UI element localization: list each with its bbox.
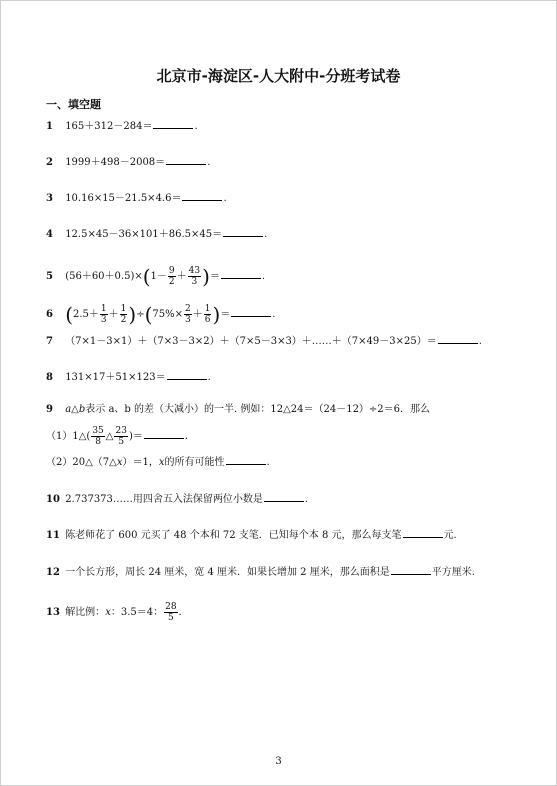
- question-end: .: [478, 336, 482, 347]
- question-9: [46, 403, 430, 417]
- question-11: [46, 527, 457, 543]
- expression-part: ：3.5＝4：: [110, 607, 164, 618]
- operator: ＋: [108, 309, 119, 320]
- question-end: .: [194, 121, 198, 132]
- answer-blank[interactable]: [182, 190, 222, 201]
- question-end: .: [304, 494, 309, 505]
- question-end: .: [266, 457, 270, 468]
- answer-blank[interactable]: [226, 454, 266, 465]
- question-number: 1: [46, 121, 53, 132]
- question-end: .: [207, 157, 211, 168]
- numerator: 2: [185, 304, 191, 314]
- answer-blank[interactable]: [403, 527, 443, 538]
- part-label: （2）20△（7△: [46, 457, 117, 468]
- variable-x: x: [105, 607, 111, 618]
- question-text: 2.737373……用四舍五入法保留两位小数是: [65, 494, 263, 505]
- variable-x: x: [116, 457, 123, 468]
- denominator: 2: [120, 315, 127, 325]
- expression-part: ）＝1，: [122, 457, 159, 468]
- answer-blank[interactable]: [223, 226, 263, 237]
- question-end: .: [264, 229, 268, 240]
- question-end: .: [272, 309, 276, 320]
- denominator: 5: [167, 613, 174, 623]
- question-number: 12: [46, 567, 60, 578]
- question-number: 10: [46, 494, 60, 505]
- denominator: 6: [204, 315, 211, 325]
- question-number: 3: [46, 193, 53, 204]
- denominator: 5: [118, 437, 125, 447]
- denominator: 8: [95, 437, 101, 447]
- question-12: [46, 564, 475, 580]
- denominator: 3: [100, 315, 107, 325]
- page-number: 3: [275, 756, 282, 767]
- expression-part: (56＋60＋0.5)×: [65, 271, 143, 282]
- answer-blank[interactable]: [166, 154, 206, 165]
- question-number: 5: [46, 271, 53, 282]
- question-number: 6: [46, 309, 53, 320]
- question-text: 1999＋498－2008＝: [65, 157, 166, 168]
- denominator: 3: [185, 315, 191, 325]
- answer-blank[interactable]: [153, 118, 193, 129]
- expression-part: 1－: [150, 271, 167, 282]
- operator: △: [105, 431, 114, 442]
- question-text: 陈老师花了 600 元买了 48 个本和 72 支笔．已知每个本 8 元，那么每支笔: [65, 530, 402, 541]
- question-7: [46, 333, 482, 349]
- operator: ＋: [176, 271, 187, 282]
- numerator: 1: [204, 304, 211, 314]
- operator: △: [71, 404, 79, 415]
- question-text: 解比例：: [65, 607, 106, 618]
- question-text: 一个长方形，周长 24 厘米，宽 4 厘米．如果长增加 2 厘米，那么面积是: [65, 567, 390, 578]
- question-text: 表示 a、b 的差（大减小）的一半. 例如：12△24＝（24－12）÷2＝6．那么: [85, 404, 431, 415]
- numerator: 9: [168, 266, 175, 276]
- answer-blank[interactable]: [144, 428, 184, 439]
- answer-blank[interactable]: [438, 333, 478, 344]
- question-end: 元.: [443, 530, 457, 541]
- fraction: [168, 266, 176, 287]
- question-end: .: [223, 193, 227, 204]
- numerator: 43: [188, 266, 201, 276]
- question-end: .: [184, 431, 189, 442]
- denominator: 2: [168, 277, 175, 287]
- numerator: 28: [165, 602, 177, 612]
- equals: ＝: [209, 271, 220, 282]
- question-4: [46, 226, 267, 242]
- question-13: [46, 602, 182, 623]
- answer-blank[interactable]: [264, 491, 304, 502]
- paren-close: ): [128, 302, 137, 327]
- numerator: 1: [100, 304, 107, 314]
- fraction: [100, 304, 108, 325]
- fraction: [114, 426, 127, 447]
- question-number: 13: [46, 607, 60, 618]
- paren-open: (: [65, 302, 73, 327]
- fraction: [204, 304, 212, 325]
- question-10: [46, 491, 308, 507]
- question-6: [46, 304, 275, 325]
- question-5: [46, 266, 265, 287]
- fraction: [91, 426, 104, 447]
- variable-x: x: [158, 457, 165, 468]
- expression-part: )＝: [128, 431, 143, 442]
- fraction: [120, 304, 128, 325]
- question-number: 4: [46, 229, 53, 240]
- paren-open: (: [144, 302, 153, 327]
- question-number: 2: [46, 157, 53, 168]
- paren-close: ): [212, 302, 221, 327]
- question-text: 131×17＋51×123＝: [65, 372, 166, 383]
- question-end: .: [178, 607, 182, 618]
- question-text: 165＋312－284＝: [65, 121, 153, 132]
- question-end: .: [261, 271, 266, 282]
- question-text: （7×1－3×1）＋（7×3－3×2）＋（7×5－3×3）＋……＋（7×49－3×25）＝: [65, 336, 437, 347]
- variable-b: b: [78, 404, 86, 415]
- question-8: [46, 369, 211, 385]
- expression-part: 75%×: [152, 309, 183, 320]
- question-2: [46, 154, 210, 170]
- question-text: 10.16×15－21.5×4.6＝: [65, 193, 182, 204]
- question-text: 12.5×45－36×101＋86.5×45＝: [65, 229, 223, 240]
- denominator: 3: [191, 277, 198, 287]
- equals: ＝: [220, 309, 231, 320]
- question-1: [46, 118, 198, 134]
- operator: ÷: [136, 309, 145, 320]
- paren-close: ): [202, 264, 210, 289]
- question-number: 8: [46, 372, 53, 383]
- question-text: 的所有可能性: [164, 457, 225, 468]
- expression-part: 2.5＋: [73, 309, 99, 320]
- fraction: [164, 602, 177, 623]
- question-number: 7: [46, 336, 53, 347]
- question-end: 平方厘米.: [431, 567, 475, 578]
- question-end: .: [207, 372, 211, 383]
- fraction: [184, 304, 192, 325]
- question-number: 11: [46, 530, 60, 541]
- numerator: 35: [92, 426, 104, 436]
- fraction: [188, 266, 201, 287]
- question-9-part-1: [46, 426, 188, 447]
- answer-blank[interactable]: [221, 268, 261, 279]
- question-9-part-2: [46, 454, 270, 470]
- part-label: （1）1△(: [46, 431, 91, 442]
- numerator: 23: [115, 426, 127, 436]
- page-title: 北京市-海淀区-人大附中-分班考试卷: [156, 67, 401, 85]
- question-number: 9: [46, 404, 53, 415]
- paren-open: (: [142, 264, 151, 289]
- operator: ＋: [192, 309, 203, 320]
- answer-blank[interactable]: [167, 369, 207, 380]
- answer-blank[interactable]: [391, 564, 431, 575]
- variable-a: a: [65, 404, 72, 415]
- answer-blank[interactable]: [231, 306, 271, 317]
- numerator: 1: [120, 304, 127, 314]
- section-heading: 一、填空题: [46, 98, 101, 111]
- question-3: [46, 190, 227, 206]
